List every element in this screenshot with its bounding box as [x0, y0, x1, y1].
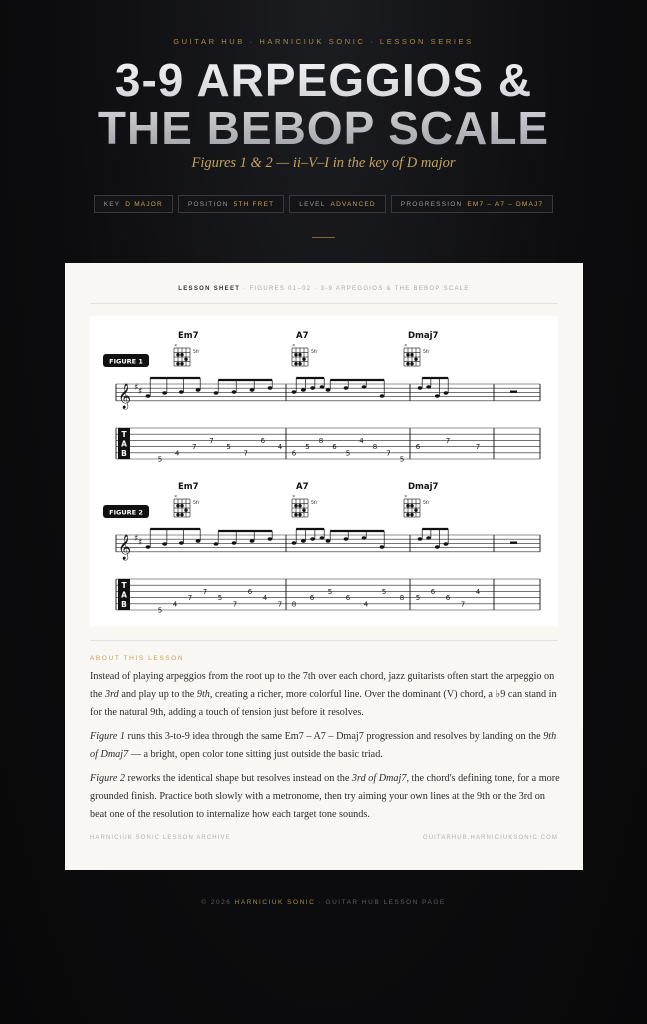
chip-progression [391, 195, 554, 213]
note-head [301, 539, 306, 543]
note-head [250, 539, 255, 543]
key-signature-sharp: ♯ [138, 387, 143, 397]
tab-number: 4 [277, 443, 283, 452]
title-line-1: 3-9 ARPEGGIOS & [114, 54, 533, 106]
tab-number: 4 [359, 436, 364, 445]
tab-number: 6 [291, 449, 297, 458]
p1-text: Instead of playing arpeggios from the root up to the 7th over each chord, jazz guitarists often start the arpeggio on the [90, 671, 555, 700]
note-head [292, 541, 297, 545]
chord-diagram-dot [406, 504, 409, 507]
chord-diagram-fret-number: 5fr [423, 350, 430, 355]
tab-clef-letter: A [121, 590, 127, 600]
chord-name: Dmaj7 [408, 331, 439, 341]
note-head [320, 385, 325, 389]
tab-number: 4 [172, 600, 178, 609]
page-title [0, 56, 647, 152]
chord-diagram-dot [180, 513, 183, 516]
note-head [444, 542, 449, 546]
chord-diagram-dot [176, 362, 179, 365]
note-head [380, 545, 385, 549]
tab-number: 4 [174, 449, 180, 458]
chord-diagram-mute: × [292, 342, 296, 348]
tab-number: 8 [372, 443, 378, 452]
chord-diagram-dot [294, 513, 297, 516]
chip-label: POSITION [187, 200, 229, 208]
chord-diagram-fret-number: 5fr [193, 501, 200, 506]
tab-number: 5 [157, 455, 163, 464]
note-head [146, 545, 151, 549]
sheet-header [90, 286, 558, 304]
note-head [362, 385, 367, 389]
chip-label: LEVEL [299, 200, 326, 208]
tab-number: 5 [381, 587, 387, 596]
chord-diagram-dot [184, 509, 187, 512]
chord-diagram-dot [298, 504, 301, 507]
tab-number: 6 [445, 594, 451, 603]
treble-clef: 𝄞 [118, 535, 132, 560]
footer-rest: · GUITAR HUB LESSON PAGE [315, 899, 446, 906]
chord-diagram-dot [410, 504, 413, 507]
chord-diagram-dot [294, 353, 297, 356]
whole-rest [510, 542, 517, 544]
key-signature-sharp: ♯ [134, 383, 139, 393]
note-head [250, 388, 255, 392]
chord-name: A7 [296, 331, 309, 341]
sheet-footer-left: HARNICIUK SONIC LESSON ARCHIVE [90, 835, 231, 841]
sheet-footer-right[interactable]: GUITARHUB.HARNICIUKSONIC.COM [422, 835, 558, 841]
note-head [418, 537, 423, 541]
chord-name: A7 [296, 482, 309, 492]
paragraph-3 [90, 770, 560, 824]
note-head [301, 388, 306, 392]
note-head [162, 542, 167, 546]
key-signature-sharp: ♯ [138, 538, 143, 548]
p2-em: Figure 1 [90, 731, 125, 742]
tab-number: 7 [209, 436, 214, 445]
tab-number: 6 [332, 443, 337, 452]
about-heading: ABOUT THIS LESSON [90, 655, 185, 662]
tab-number: 8 [399, 594, 405, 603]
chord-diagram-mute: × [404, 342, 408, 348]
note-head [232, 390, 237, 394]
note-head [179, 390, 184, 394]
chip-value: EM7 – A7 – DMAJ7 [467, 200, 544, 208]
chord-diagram-mute: × [404, 493, 408, 499]
chord-diagram-fret-number: 5fr [423, 501, 430, 506]
header-divider [312, 237, 335, 238]
chord-diagram-dot [298, 362, 301, 365]
chord-diagram-dot [298, 353, 301, 356]
tab-number: 7 [460, 600, 466, 609]
chord-diagram-dot [406, 353, 409, 356]
chord-diagram-dot [406, 362, 409, 365]
tab-number: 5 [305, 443, 310, 452]
p1-em: 9th [196, 689, 210, 700]
paragraph-2 [90, 728, 560, 764]
tab-number: 6 [247, 587, 253, 596]
tab-number: 7 [232, 600, 238, 609]
footer-copy: © 2026 [201, 899, 235, 906]
chord-diagram-fret-number: 5fr [193, 350, 200, 355]
tab-number: 4 [475, 587, 481, 596]
tab-number: 7 [187, 594, 193, 603]
note-head [162, 391, 167, 395]
note-head [268, 386, 273, 390]
page-footer [0, 899, 647, 906]
tab-clef-letter: T [121, 581, 127, 590]
chord-diagram-dot [176, 353, 179, 356]
tab-number: 6 [430, 587, 436, 596]
tab-number: 7 [202, 587, 208, 596]
chord-diagram-dot [414, 358, 417, 361]
chord-diagram-dot [184, 358, 187, 361]
chord-diagram-dot [176, 513, 179, 516]
note-head [214, 542, 219, 546]
tab-clef-letter: T [121, 430, 127, 439]
p3-text: reworks the identical shape but resolves instead on the [125, 773, 352, 784]
note-head [326, 539, 331, 543]
p3-em: Figure 2 [90, 773, 125, 784]
chord-diagram-dot [410, 513, 413, 516]
p1-text: and play up to the [118, 689, 197, 700]
chord-diagram-dot [302, 509, 305, 512]
chord-diagram-dot [410, 353, 413, 356]
chord-diagram-dot [176, 504, 179, 507]
p3-text: , the chord's defining tone, for a more grounded finish. Practice both slowly with a metronome, then try aiming your own lines at the 9th or the 3rd on beat one of the resolution to internalize how each target tone sounds. [90, 773, 560, 820]
note-head [426, 385, 431, 389]
note-head [292, 390, 297, 394]
chord-diagram-dot [294, 362, 297, 365]
tab-number: 5 [327, 587, 333, 596]
p3-em: 3rd of Dmaj7 [351, 773, 407, 784]
key-signature-sharp: ♯ [134, 534, 139, 544]
chord-diagram-dot [298, 513, 301, 516]
section-divider [90, 640, 558, 641]
chip-value: 5TH FRET [233, 200, 275, 208]
chord-diagram-dot [180, 504, 183, 507]
lesson-description [90, 668, 560, 830]
chip-level [289, 195, 386, 213]
tab-number: 5 [157, 606, 163, 615]
chord-diagram-dot [302, 358, 305, 361]
note-head [232, 541, 237, 545]
note-head [435, 394, 440, 398]
chord-diagram-fret-number: 5fr [311, 350, 318, 355]
note-head [196, 388, 201, 392]
sheet-header-sub: · FIGURES 01–02 · 3-9 ARPEGGIOS & THE BEBOP SCALE [240, 286, 470, 292]
note-head [344, 537, 349, 541]
tab-number: 7 [277, 600, 283, 609]
tab-number: 6 [309, 594, 315, 603]
chord-diagram-dot [294, 504, 297, 507]
chip-label: KEY [103, 200, 121, 208]
sheet-header-label: LESSON SHEET [178, 286, 241, 292]
tab-number: 7 [192, 443, 197, 452]
tab-number: 4 [363, 600, 369, 609]
lesson-sheet [65, 263, 583, 870]
tab-number: 6 [260, 436, 266, 445]
tab-number: 8 [291, 600, 297, 609]
note-head [146, 394, 151, 398]
tab-number: 8 [318, 436, 324, 445]
note-head [426, 536, 431, 540]
tab-number: 7 [386, 449, 391, 458]
tab-number: 5 [226, 443, 231, 452]
tab-number: 5 [399, 455, 405, 464]
chord-name: Dmaj7 [408, 482, 439, 492]
chord-diagram-dot [180, 362, 183, 365]
tab-number: 5 [217, 594, 223, 603]
chord-diagram-mute: × [174, 493, 178, 499]
p2-em: 9th of Dmaj7 [90, 731, 557, 760]
tab-number: 6 [345, 594, 351, 603]
note-head [435, 545, 440, 549]
title-line-2: THE BEBOP SCALE [97, 102, 550, 154]
chip-key [94, 195, 173, 213]
tab-clef-letter: B [121, 449, 127, 458]
p1-text: , creating a richer, more colorful line. Over the dominant (V) chord, a ♭9 can stand in for the natural 9th, adding a touch of tension just before it resolves. [90, 689, 557, 718]
tab-clef-letter: A [121, 439, 127, 449]
lesson-meta-chips [0, 195, 647, 213]
note-head [362, 536, 367, 540]
chip-value: D MAJOR [125, 200, 163, 208]
tab-number: 7 [243, 449, 248, 458]
treble-clef: 𝄞 [118, 384, 132, 409]
tab-number: 5 [345, 449, 351, 458]
tab-number: 4 [262, 594, 268, 603]
chord-name: Em7 [178, 331, 199, 341]
figure-label: FIGURE 1 [109, 357, 143, 366]
footer-brand[interactable]: HARNICIUK SONIC [234, 899, 316, 906]
note-head [310, 386, 315, 390]
chord-diagram-dot [406, 513, 409, 516]
chord-diagram-dot [180, 353, 183, 356]
p1-em: 3rd [105, 689, 119, 700]
chip-position [178, 195, 284, 213]
note-head [310, 537, 315, 541]
chip-label: PROGRESSION [400, 200, 463, 208]
chord-diagram-mute: × [292, 493, 296, 499]
page-subtitle: Figures 1 & 2 — ii–V–I in the key of D major [191, 155, 456, 171]
tab-number: 6 [415, 443, 421, 452]
tab-number: 5 [415, 594, 421, 603]
notation-score [90, 316, 558, 626]
tab-number: 7 [445, 436, 451, 445]
chord-name: Em7 [178, 482, 199, 492]
figure-label: FIGURE 2 [109, 508, 143, 517]
note-head [380, 394, 385, 398]
whole-rest [510, 391, 517, 393]
chord-diagram-fret-number: 5fr [311, 501, 318, 506]
note-head [326, 388, 331, 392]
tab-clef-letter: B [121, 600, 127, 609]
tab-number: 7 [475, 443, 481, 452]
notation-image [90, 316, 558, 626]
note-head [179, 541, 184, 545]
chord-diagram-dot [410, 362, 413, 365]
note-head [214, 391, 219, 395]
paragraph-1 [90, 668, 560, 722]
p2-text: runs this 3-to-9 idea through the same Em7 – A7 – Dmaj7 progression and resolves by landing on the [125, 731, 544, 742]
chord-diagram-dot [414, 509, 417, 512]
note-head [196, 539, 201, 543]
p2-text: — a bright, open color tone sitting just outside the basic triad. [128, 749, 383, 760]
chip-value: ADVANCED [330, 200, 376, 208]
note-head [418, 386, 423, 390]
note-head [344, 386, 349, 390]
note-head [320, 536, 325, 540]
series-breadcrumb: GUITAR HUB · HARNICIUK SONIC · LESSON SERIES [173, 37, 474, 46]
note-head [268, 537, 273, 541]
chord-diagram-mute: × [174, 342, 178, 348]
note-head [444, 391, 449, 395]
